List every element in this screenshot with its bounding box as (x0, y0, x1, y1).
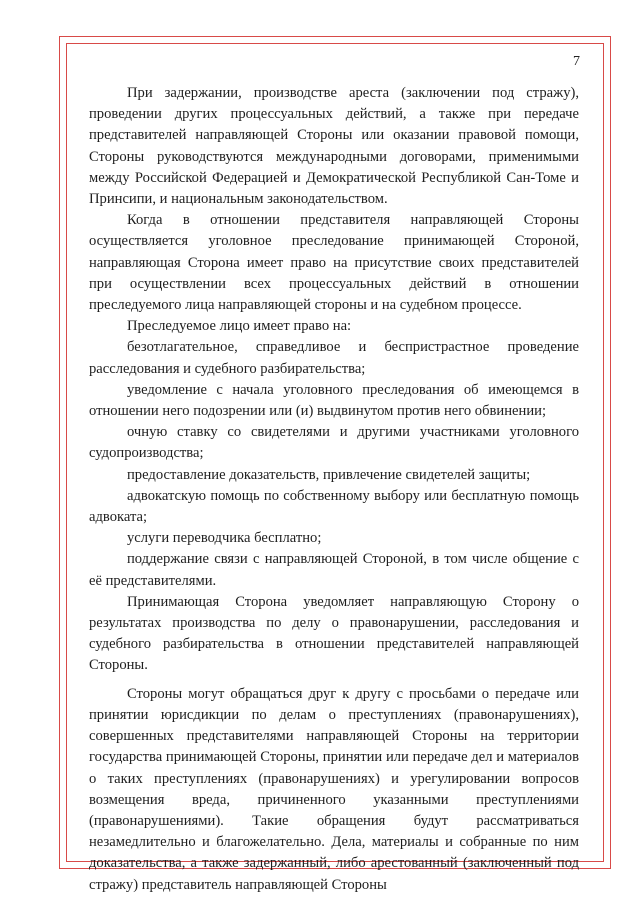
list-item-right-investigation: безотлагательное, справедливое и беспристрастное проведение расследования и судебного разбирательства; (89, 339, 579, 377)
list-item-right-evidence: предоставление доказательств, привлечение свидетелей защиты; (127, 466, 531, 483)
list-item-right-confrontation: очную ставку со свидетелями и другими участниками уголовного судопроизводства; (89, 424, 579, 462)
paragraph-rights-intro: Преследуемое лицо имеет право на: (127, 318, 352, 335)
paragraph-criminal-prosecution: Когда в отношении представителя направляющей Стороны осуществляется уголовное преследование принимающей Стороной, направляющая Сторона имеет право на присутствие своих представителей при осуществлении всех процессуальных действий в отношении преследуемого лица направляющей стороны и на судебном процессе. (89, 212, 579, 314)
page-number: 7 (573, 54, 580, 69)
list-item-right-lawyer: адвокатскую помощь по собственному выбору или бесплатную помощь адвоката; (89, 487, 579, 526)
paragraph-procedural-actions: При задержании, производстве ареста (заключении под стражу), проведении других процессуальных действий, а также при передаче представителей направляющей Стороны или оказании правовой помощи, Стороны руководствуются международными договорами, применимыми между Российской Федерацией и Демократической Республикой Сан-Томе и Принсипи, и национальным законодательством. (89, 85, 579, 208)
list-item-right-interpreter: услуги переводчика бесплатно; (127, 530, 322, 547)
paragraph-jurisdiction-transfer: Стороны могут обращаться друг к другу с просьбами о передаче или принятии юрисдикции по делам о преступлениях (правонарушениях), совершенных представителями направляющей Стороны на территории государства принимающей Стороны, принятии или передаче дел и материалов о таких преступлениях (правонарушениях) и урегулировании вопросов возмещения вреда, причиненного указанными преступлениями (правонарушениями). Такие обращения будут рассматриваться незамедлительно и благожелательно. Дела, материалы и собранные по ним доказательства, а также задержанный, либо арестованный (заключенный под стражу) представитель направляющей Стороны (89, 685, 579, 893)
list-item-right-communication: поддержание связи с направляющей Стороной, в том числе общение с её представителями. (89, 551, 579, 589)
list-item-right-notification: уведомление с начала уголовного преследования об имеющемся в отношении него подозрении или (и) выдвинутом против него обвинении; (89, 381, 579, 420)
paragraph-notification-results: Принимающая Сторона уведомляет направляющую Сторону о результатах производства по делу о правонарушении, расследования и судебного разбирательства в отношении представителей направляющей Стороны. (89, 593, 579, 674)
document-body (89, 83, 579, 896)
